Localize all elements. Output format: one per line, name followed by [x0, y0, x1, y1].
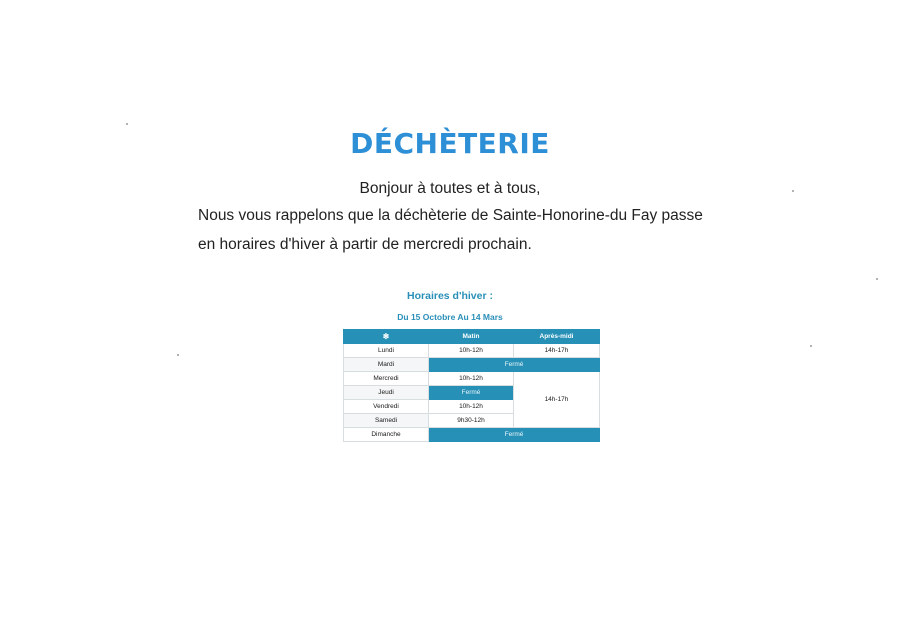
afternoon-hours-merged: 14h-17h — [514, 372, 600, 428]
snowflake-icon: ❄ — [382, 332, 390, 341]
day-label: Vendredi — [344, 400, 429, 414]
day-label: Dimanche — [344, 428, 429, 442]
opening-hours-table — [343, 329, 600, 442]
morning-hours: 10h-12h — [429, 372, 514, 386]
day-label: Mercredi — [344, 372, 429, 386]
morning-hours: 10h-12h — [429, 400, 514, 414]
table-header-row — [344, 330, 600, 344]
scan-speck — [126, 123, 128, 125]
scan-speck — [876, 278, 878, 280]
body-text-line-2: en horaires d'hiver à partir de mercredi prochain. — [198, 236, 532, 253]
day-label: Lundi — [344, 344, 429, 358]
schedule-title: Horaires d'hiver : — [407, 290, 493, 302]
page-title: DÉCHÈTERIE — [350, 127, 550, 160]
closed-badge: Fermé — [429, 386, 514, 400]
closed-badge: Fermé — [429, 358, 600, 372]
table-row — [344, 358, 600, 372]
scan-speck — [792, 190, 794, 192]
morning-hours: 10h-12h — [429, 344, 514, 358]
closed-badge: Fermé — [429, 428, 600, 442]
column-header-matin: Matin — [429, 330, 514, 344]
table-row — [344, 428, 600, 442]
table-row — [344, 344, 600, 358]
column-header-apres-midi: Après-midi — [514, 330, 600, 344]
day-label: Mardi — [344, 358, 429, 372]
day-label: Jeudi — [344, 386, 429, 400]
afternoon-hours: 14h-17h — [514, 344, 600, 358]
day-label: Samedi — [344, 414, 429, 428]
schedule-date-range: Du 15 Octobre Au 14 Mars — [397, 312, 503, 322]
scan-speck — [177, 354, 179, 356]
greeting-text: Bonjour à toutes et à tous, — [359, 180, 541, 197]
scan-speck — [810, 345, 812, 347]
table-row — [344, 372, 600, 386]
body-text-line-1: Nous vous rappelons que la déchèterie de Sainte-Honorine-du Fay passe — [198, 207, 703, 224]
morning-hours: 9h30-12h — [429, 414, 514, 428]
table-header-icon-cell — [344, 330, 429, 344]
